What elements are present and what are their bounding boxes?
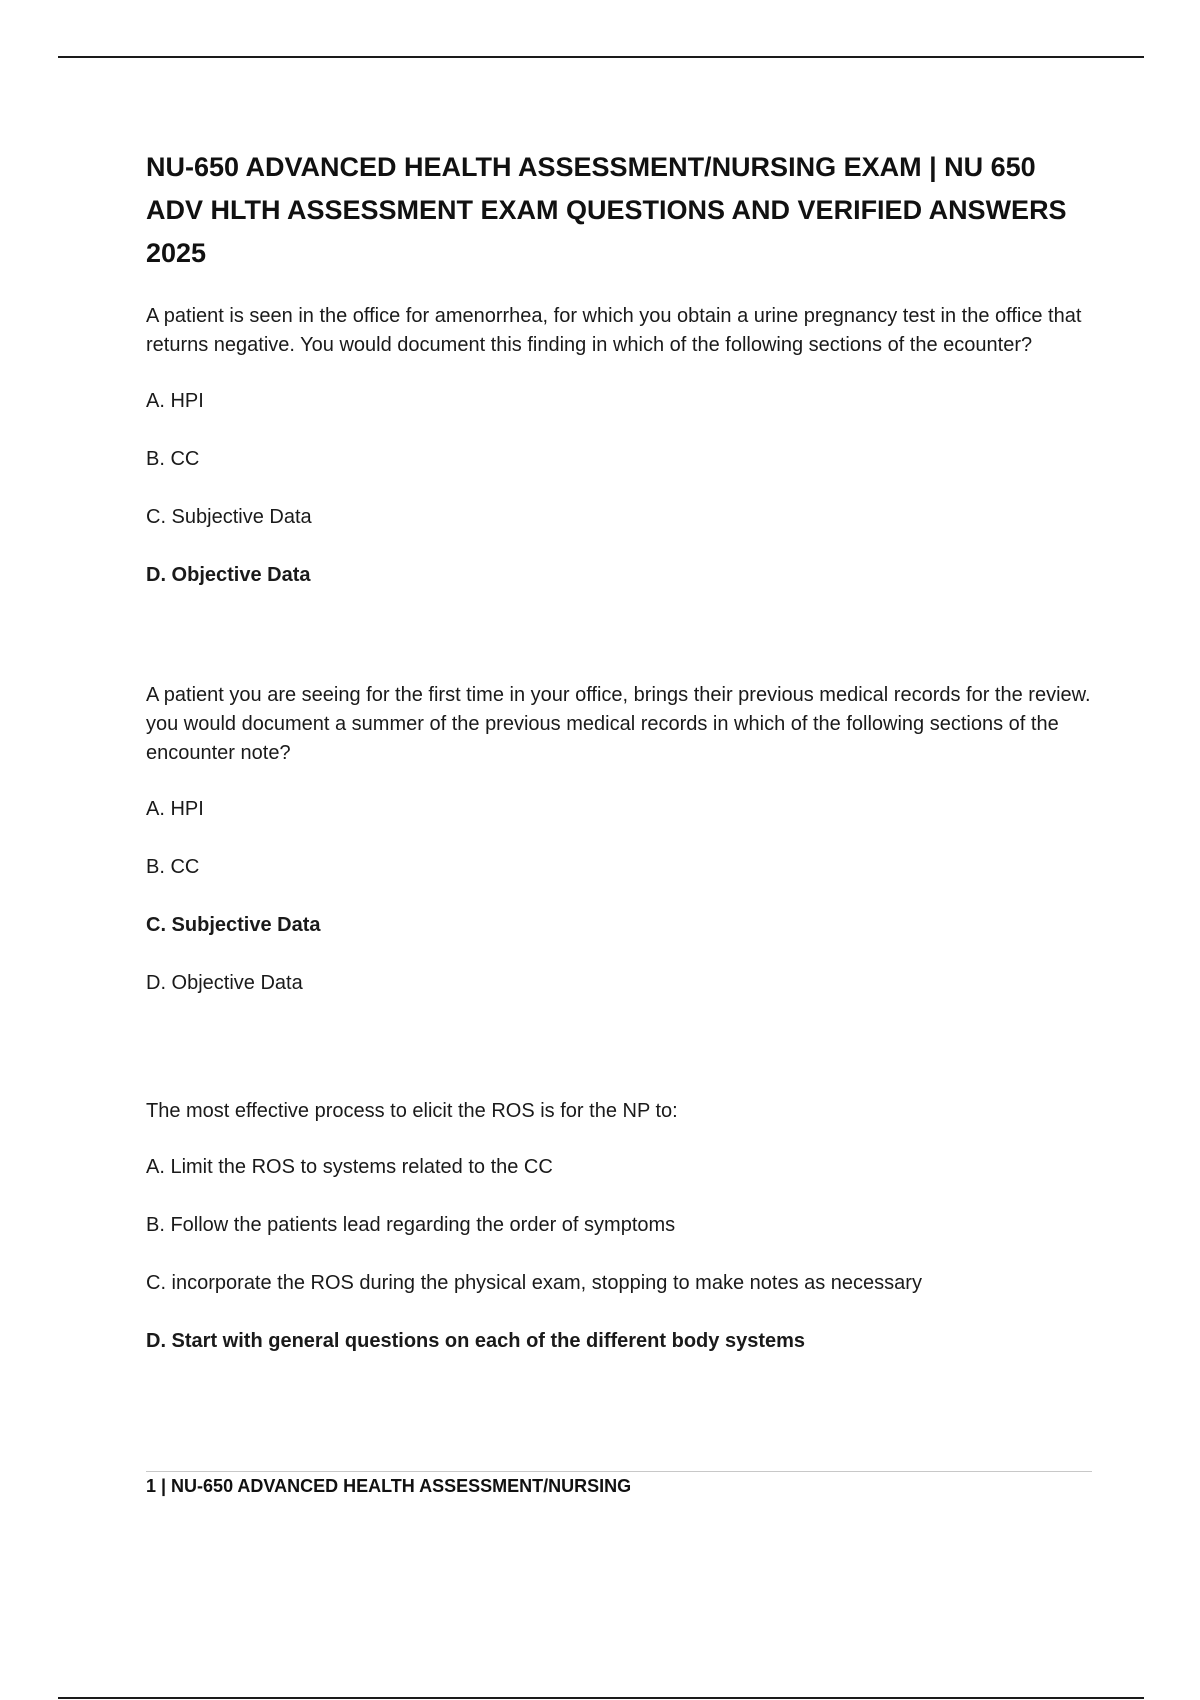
question-text: A patient you are seeing for the first time in your office, brings their previous medical records for the review. you would document a summer of the previous medical records in which of the following sections of the encounter note? xyxy=(146,684,1091,764)
option-a: A. HPI xyxy=(146,390,204,412)
option-d-correct-answer: D. Start with general questions on each of the different body systems xyxy=(146,1330,806,1352)
page-footer: 1 | NU-650 ADVANCED HEALTH ASSESSMENT/NURSING xyxy=(146,1476,632,1496)
question-block-1 xyxy=(146,302,1096,590)
question-block-3 xyxy=(146,1097,1096,1356)
option-c: C. incorporate the ROS during the physical exam, stopping to make notes as necessary xyxy=(146,1272,922,1294)
footer-divider xyxy=(146,1471,1092,1472)
option-c: C. Subjective Data xyxy=(146,506,312,528)
option-d-correct-answer: D. Objective Data xyxy=(146,564,311,586)
option-a: A. HPI xyxy=(146,798,204,820)
question-block-2 xyxy=(146,681,1096,998)
option-d: D. Objective Data xyxy=(146,972,303,994)
bottom-rule xyxy=(58,1697,1144,1699)
document-title: NU-650 ADVANCED HEALTH ASSESSMENT/NURSING EXAM | NU 650 ADV HLTH ASSESSMENT EXAM QUESTIONS AND VERIFIED ANSWERS 2025 xyxy=(146,152,1067,268)
question-text: A patient is seen in the office for amenorrhea, for which you obtain a urine pregnancy test in the office that returns negative. You would document this finding in which of the following sections of the ecounter? xyxy=(146,305,1082,356)
option-b: B. CC xyxy=(146,448,200,470)
option-a: A. Limit the ROS to systems related to the CC xyxy=(146,1156,553,1178)
question-text: The most effective process to elicit the ROS is for the NP to: xyxy=(146,1100,678,1122)
option-c-correct-answer: C. Subjective Data xyxy=(146,914,321,936)
page-content xyxy=(146,146,1096,1385)
option-b: B. CC xyxy=(146,856,200,878)
option-b: B. Follow the patients lead regarding the order of symptoms xyxy=(146,1214,676,1236)
top-rule xyxy=(58,56,1144,58)
